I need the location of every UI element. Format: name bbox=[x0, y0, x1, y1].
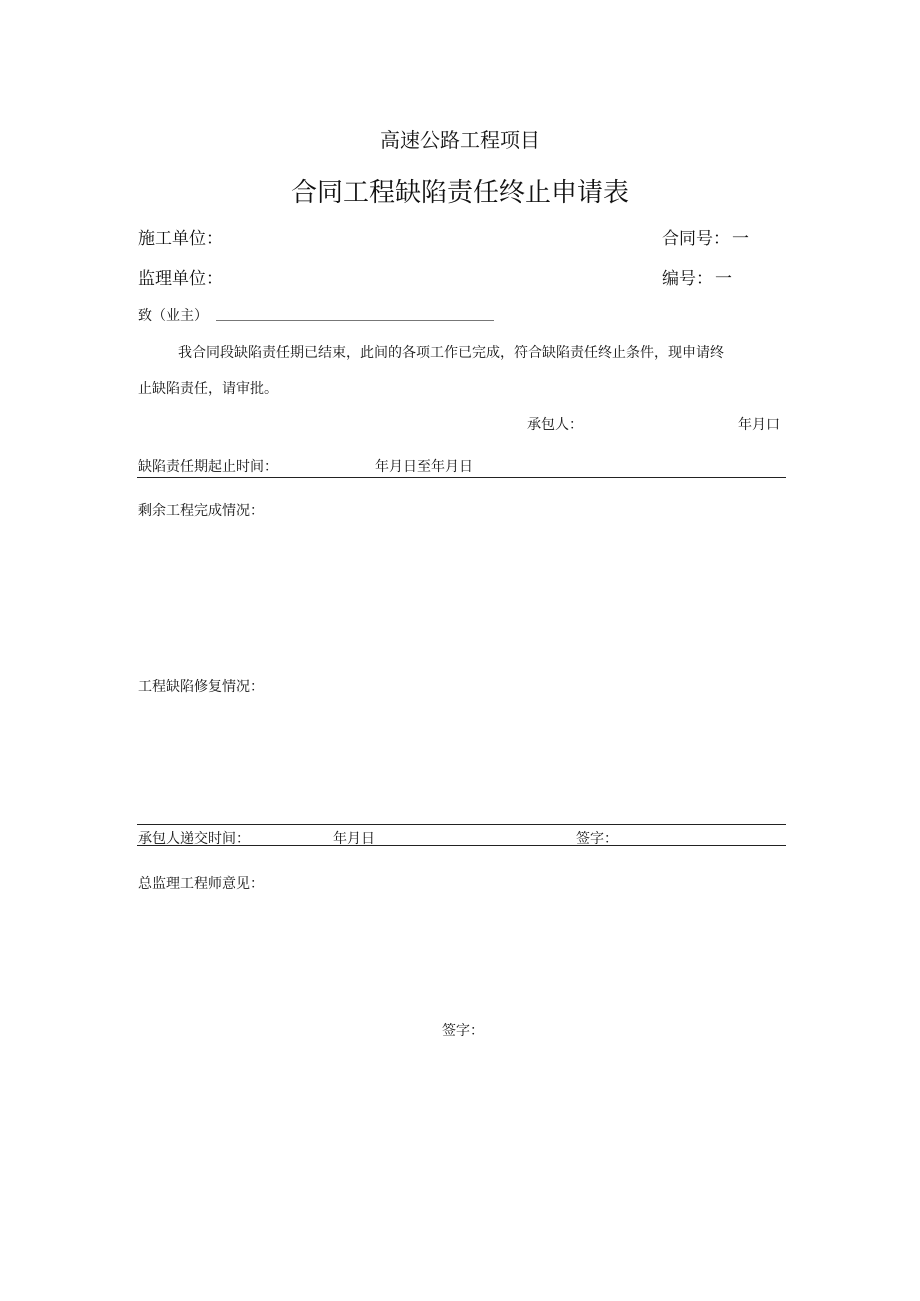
addressee-blank-line bbox=[216, 320, 494, 321]
submission-time-label: 承包人递交时间： bbox=[138, 831, 250, 847]
form-title: 合同工程缺陷责任终止申请表 bbox=[290, 178, 629, 208]
construction-unit-label: 施工单位： bbox=[138, 229, 223, 249]
contract-no-value: 一 bbox=[732, 229, 749, 249]
opinion-signature-label: 签字： bbox=[442, 1023, 484, 1039]
submission-top-divider bbox=[137, 824, 786, 825]
submission-date: 年月日 bbox=[333, 831, 375, 847]
opinion-label: 总监理工程师意见： bbox=[138, 876, 264, 892]
submission-signature-label: 签字： bbox=[576, 831, 618, 847]
project-title: 高速公路工程项目 bbox=[380, 128, 540, 152]
letter-body-line2: 止缺陷责任，请审批。 bbox=[138, 381, 278, 397]
serial-no-value: 一 bbox=[715, 269, 732, 289]
serial-no-field bbox=[662, 264, 732, 289]
serial-no-label: 编号： bbox=[662, 269, 713, 289]
addressee-label: 致（业主） bbox=[138, 308, 208, 324]
defect-repair-label: 工程缺陷修复情况： bbox=[138, 679, 264, 695]
period-divider bbox=[137, 477, 786, 478]
period-value: 年月日至年月日 bbox=[375, 459, 473, 475]
letter-date: 年月口 bbox=[738, 417, 780, 433]
letter-body-line1: 我合同段缺陷责任期已结束，此间的各项工作已完成，符合缺陷责任终止条件，现申请终 bbox=[178, 345, 724, 361]
submission-bottom-divider bbox=[137, 845, 786, 846]
period-label: 缺陷责任期起止时间： bbox=[138, 459, 278, 475]
supervision-unit-label: 监理单位： bbox=[138, 269, 223, 289]
contract-no-field bbox=[662, 224, 749, 249]
contractor-label: 承包人： bbox=[527, 417, 583, 433]
remaining-work-label: 剩余工程完成情况： bbox=[138, 503, 264, 519]
contract-no-label: 合同号： bbox=[662, 229, 730, 249]
